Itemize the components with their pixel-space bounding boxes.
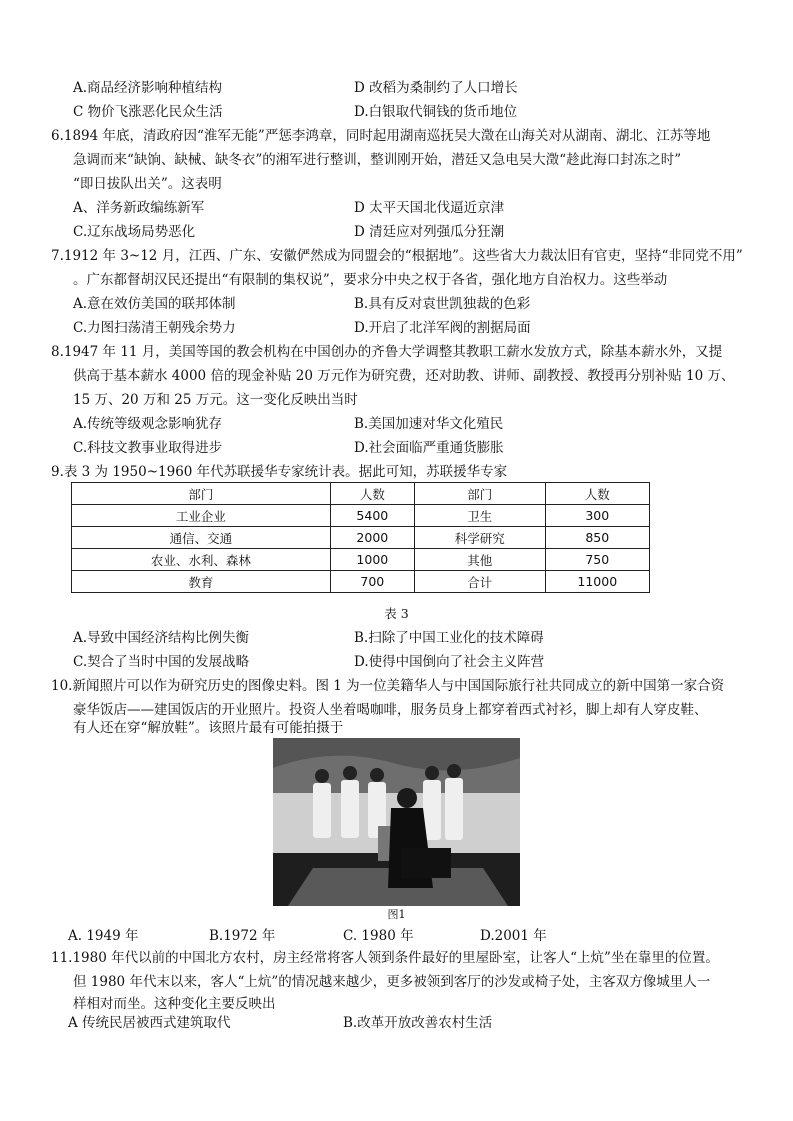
table-row <box>72 527 650 549</box>
table-cell: 其他 <box>414 549 545 571</box>
q10-stem-line: 豪华饭店——建国饭店的开业照片。投资人坐着喝咖啡，服务员身上都穿着西式衬衫，脚上却有人穿皮鞋、 <box>73 702 708 718</box>
q10-stem-line: 10.新闻照片可以作为研究历史的图像史料。图 1 为一位美籍华人与中国国际旅行社共同成立的新中国第一家合资 <box>51 678 725 694</box>
table-cell: 750 <box>545 549 649 571</box>
q6-stem-line: 急调而来“缺饷、缺械、缺冬衣”的湘军进行整训，整训刚开始，潜廷又急电吴大澂“趁此海口封冻之时” <box>73 152 682 168</box>
table-cell: 700 <box>330 571 414 593</box>
q5-option-d: D 改稻为桑制约了人口增长 <box>354 80 518 96</box>
q9-option-b: B.扫除了中国工业化的技术障碍 <box>354 630 544 646</box>
q7-stem-line: 7.1912 年 3~12 月，江西、广东、安徽俨然成为同盟会的“根据地”。这些省大力裁汰旧有官吏，坚持“非同党不用” <box>51 248 743 264</box>
q10-option-d: D.2001 年 <box>480 928 547 944</box>
q7-option-a: A.意在效仿美国的联邦体制 <box>73 296 236 312</box>
q9-stem-line: 9.表 3 为 1950~1960 年代苏联援华专家统计表。据此可知，苏联援华专家 <box>51 464 508 480</box>
q9-option-c: C.契合了当时中国的发展战略 <box>73 654 250 670</box>
q6-option-c: C.辽东战场局势恶化 <box>73 224 196 240</box>
table-cell: 卫生 <box>414 505 545 527</box>
q6-stem-line: “即日拔队出关”。这表明 <box>73 176 222 192</box>
q11-stem-line: 11.1980 年代以前的中国北方农村，房主经常将客人领到条件最好的里屋卧室，让客人“上炕”坐在靠里的位置。 <box>51 950 719 966</box>
table-cell: 850 <box>545 527 649 549</box>
q7-option-d: D.开启了北洋军阀的割据局面 <box>354 320 531 336</box>
hotel-opening-photo <box>273 738 520 906</box>
q7-option-c: C.力图扫荡清王朝残余势力 <box>73 320 236 336</box>
table-cell: 合计 <box>414 571 545 593</box>
q8-option-a: A.传统等级观念影响犹存 <box>73 416 223 432</box>
soviet-experts-table <box>71 482 650 593</box>
q10-option-a: A. 1949 年 <box>68 928 139 944</box>
table-cell: 1000 <box>330 549 414 571</box>
table-cell: 科学研究 <box>414 527 545 549</box>
q7-stem-line: 。广东都督胡汉民还提出“有限制的集权说”，要求分中央之权于各省，强化地方自治权力。这些举动 <box>73 272 668 288</box>
table-cell: 2000 <box>330 527 414 549</box>
q8-stem-line: 供高于基本薪水 4000 倍的现金补贴 20 万元作为研究费，还对助教、讲师、副教授、教授再分别补贴 10 万、 <box>73 368 735 384</box>
table-header-cell: 部门 <box>414 483 545 505</box>
table-row <box>72 549 650 571</box>
q8-option-d: D.社会面临严重通货膨胀 <box>354 440 504 456</box>
table-cell: 11000 <box>545 571 649 593</box>
table-cell: 300 <box>545 505 649 527</box>
q8-stem-line: 15 万、20 万和 25 万元。这一变化反映出当时 <box>73 392 358 408</box>
q11-option-b: B.改革开放改善农村生活 <box>343 1015 493 1031</box>
table-cell: 教育 <box>72 571 331 593</box>
q8-option-c: C.科技文教事业取得进步 <box>73 440 223 456</box>
q6-stem-line: 6.1894 年底，清政府因“淮军无能”严惩李鸿章，同时起用湖南巡抚吴大澂在山海关对从湖南、湖北、江苏等地 <box>51 128 711 144</box>
table-row <box>72 571 650 593</box>
q7-option-b: B.具有反对袁世凯独裁的色彩 <box>354 296 531 312</box>
q6-option-a: A、洋务新政编练新军 <box>73 200 205 216</box>
q11-stem-line: 样相对而坐。这种变化主要反映出 <box>73 996 276 1012</box>
q8-option-b: B.美国加速对华文化殖民 <box>354 416 504 432</box>
table-header-row <box>72 483 650 505</box>
figure-caption: 图1 <box>387 908 406 921</box>
q5-option-d2: D.白银取代铜钱的货币地位 <box>354 104 518 120</box>
table-cell: 工业企业 <box>72 505 331 527</box>
q11-option-a: A 传统民居被西式建筑取代 <box>68 1015 231 1031</box>
q9-option-d: D.使得中国倒向了社会主义阵营 <box>354 654 545 670</box>
q10-stem-line: 有人还在穿“解放鞋”。该照片最有可能拍摄于 <box>73 720 344 736</box>
q10-option-c: C. 1980 年 <box>343 928 414 944</box>
q5-option-c: C 物价飞涨恶化民众生活 <box>73 104 223 120</box>
table-cell: 5400 <box>330 505 414 527</box>
q8-stem-line: 8.1947 年 11 月，美国等国的教会机构在中国创办的齐鲁大学调整其教职工薪水发放方式，除基本薪水外，又提 <box>51 344 723 360</box>
q5-option-a: A.商品经济影响种植结构 <box>73 80 223 96</box>
table-caption: 表 3 <box>384 606 409 621</box>
table-header-cell: 人数 <box>545 483 649 505</box>
q9-option-a: A.导致中国经济结构比例失衡 <box>73 630 250 646</box>
table-cell: 通信、交通 <box>72 527 331 549</box>
q11-stem-line: 但 1980 年代末以来，客人“上炕”的情况越来越少，更多被领到客厅的沙发或椅子处，主客双方像城里人一 <box>73 974 711 990</box>
q10-option-b: B.1972 年 <box>209 928 276 944</box>
table-header-cell: 人数 <box>330 483 414 505</box>
table-row <box>72 505 650 527</box>
table-header-cell: 部门 <box>72 483 331 505</box>
q6-option-b: D 太平天国北伐逼近京津 <box>354 200 505 216</box>
table-cell: 农业、水利、森林 <box>72 549 331 571</box>
q6-option-d: D 清廷应对列强瓜分狂潮 <box>354 224 505 240</box>
